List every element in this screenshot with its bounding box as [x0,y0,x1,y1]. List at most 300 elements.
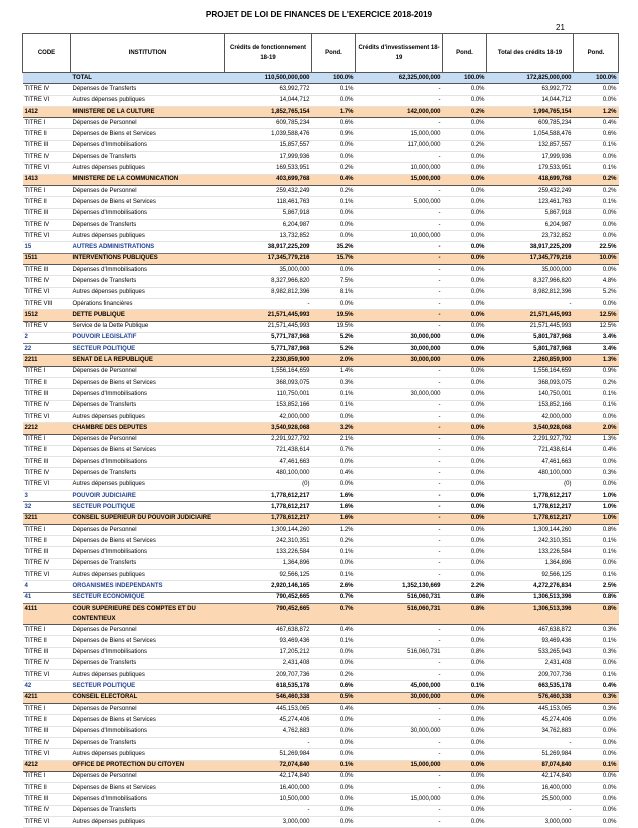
table-row [23,647,619,658]
pond-total-cell: 1.2% [574,106,619,117]
total-credits-cell: (0) [487,479,574,490]
pond-fonctionnement-cell: 100.0% [312,73,356,84]
table-row [23,457,619,468]
pond-total-cell: 22.5% [574,242,619,253]
pond-total-cell: 0.0% [574,219,619,230]
fonctionnement-cell: 3,540,928,068 [225,423,312,434]
pond-investissement-cell: 0.0% [443,636,487,647]
code-cell: TITRE II [23,715,71,726]
pond-total-cell: 0.1% [574,670,619,681]
investissement-cell: - [356,479,443,490]
fonctionnement-cell: 16,400,000 [225,783,312,794]
pond-investissement-cell: 0.0% [443,715,487,726]
pond-total-cell: 0.1% [574,547,619,558]
pond-total-cell: 0.0% [574,794,619,805]
pond-total-cell: 0.3% [574,468,619,479]
fonctionnement-cell: 10,500,000 [225,794,312,805]
pond-fonctionnement-cell: 0.0% [312,558,356,569]
institution-cell: SECTEUR POLITIQUE [71,344,225,355]
total-credits-cell: 5,801,787,968 [487,344,574,355]
pond-investissement-cell: 100.0% [443,73,487,84]
total-credits-cell: 8,982,812,396 [487,287,574,298]
program-row [23,490,619,501]
pond-investissement-cell: 2.2% [443,581,487,592]
total-credits-cell: 172,825,000,000 [487,73,574,84]
table-body [23,73,619,828]
investissement-cell: - [356,321,443,332]
fonctionnement-cell: 153,852,166 [225,400,312,411]
total-credits-cell: 1,309,144,260 [487,524,574,535]
pond-fonctionnement-cell: 0.1% [312,400,356,411]
investissement-cell: - [356,624,443,635]
investissement-cell: - [356,771,443,782]
investissement-cell: 15,000,000 [356,174,443,185]
pond-total-cell: 0.3% [574,692,619,703]
code-cell: 41 [23,592,71,603]
institution-cell: COUR SUPERIEURE DES COMPTES ET DU CONTENTIEUX [71,603,225,624]
code-cell: 1412 [23,106,71,117]
total-credits-cell: 35,000,000 [487,265,574,276]
institution-cell: Dépenses de Transferts [71,658,225,669]
investissement-cell: - [356,253,443,264]
institution-cell: Dépenses de Biens et Services [71,783,225,794]
institution-cell: Dépenses d'Immobilisations [71,389,225,400]
institution-cell: CHAMBRE DES DEPUTES [71,423,225,434]
pond-total-cell: 0.3% [574,647,619,658]
pond-investissement-cell: 0.0% [443,185,487,196]
table-row [23,817,619,828]
table-row [23,805,619,816]
code-cell: 4 [23,581,71,592]
pond-total-cell: 0.8% [574,524,619,535]
header-total-credits: Total des crédits 18-19 [487,34,574,73]
investissement-cell: 142,000,000 [356,106,443,117]
investissement-cell: - [356,468,443,479]
total-credits-cell: 87,074,840 [487,760,574,771]
fonctionnement-cell: 2,920,146,165 [225,581,312,592]
pond-investissement-cell: 0.0% [443,197,487,208]
investissement-cell: - [356,704,443,715]
pond-fonctionnement-cell: 1.4% [312,366,356,377]
program-row [23,681,619,692]
total-credits-cell: 4,272,276,834 [487,581,574,592]
pond-investissement-cell: 0.0% [443,692,487,703]
investissement-cell: - [356,457,443,468]
total-credits-cell: 445,153,065 [487,704,574,715]
code-cell: TITRE II [23,445,71,456]
total-credits-cell: 25,500,000 [487,794,574,805]
fonctionnement-cell: 51,269,984 [225,749,312,760]
fonctionnement-cell: 8,327,966,820 [225,276,312,287]
fonctionnement-cell: 4,762,883 [225,726,312,737]
table-header-row [23,34,619,73]
code-cell: 32 [23,502,71,513]
pond-investissement-cell: 0.0% [443,570,487,581]
pond-fonctionnement-cell: 19.5% [312,310,356,321]
institution-cell: Dépenses d'Immobilisations [71,457,225,468]
investissement-cell: - [356,242,443,253]
code-cell: 3211 [23,513,71,524]
investissement-cell: - [356,570,443,581]
total-credits-cell: 63,992,772 [487,84,574,95]
pond-fonctionnement-cell: 0.0% [312,658,356,669]
fonctionnement-cell: - [225,298,312,309]
code-cell: TITRE I [23,771,71,782]
pond-fonctionnement-cell: 5.2% [312,332,356,343]
code-cell: TITRE III [23,547,71,558]
fonctionnement-cell: 21,571,445,993 [225,321,312,332]
pond-investissement-cell: 0.2% [443,140,487,151]
fonctionnement-cell: 467,638,872 [225,624,312,635]
investissement-cell: - [356,558,443,569]
mission-row [23,513,619,524]
institution-cell: AUTRES ADMINISTRATIONS [71,242,225,253]
code-cell: TITRE IV [23,805,71,816]
pond-total-cell: 0.0% [574,298,619,309]
total-credits-cell: 92,566,125 [487,570,574,581]
header-pond-fonctionnement: Pond. [312,34,356,73]
investissement-cell: - [356,152,443,163]
table-row [23,558,619,569]
pond-fonctionnement-cell: 0.0% [312,265,356,276]
investissement-cell: - [356,502,443,513]
institution-cell: Dépenses de Biens et Services [71,197,225,208]
fonctionnement-cell: 110,500,000,000 [225,73,312,84]
institution-cell: Dépenses d'Immobilisations [71,726,225,737]
total-credits-cell: 1,994,765,154 [487,106,574,117]
code-cell: TITRE IV [23,152,71,163]
pond-investissement-cell: 0.0% [443,163,487,174]
code-cell: TITRE II [23,197,71,208]
total-credits-cell: - [487,737,574,748]
investissement-cell: - [356,636,443,647]
pond-fonctionnement-cell: 0.2% [312,536,356,547]
pond-total-cell: 10.0% [574,253,619,264]
fonctionnement-cell: 118,461,763 [225,197,312,208]
total-credits-cell: 23,732,852 [487,231,574,242]
pond-fonctionnement-cell: 0.9% [312,129,356,140]
table-row [23,624,619,635]
institution-cell: Dépenses d'Immobilisations [71,265,225,276]
pond-fonctionnement-cell: 0.1% [312,636,356,647]
institution-cell: Dépenses de Transferts [71,219,225,230]
table-row [23,445,619,456]
pond-fonctionnement-cell: 0.0% [312,794,356,805]
pond-total-cell: 0.1% [574,197,619,208]
program-row [23,242,619,253]
total-credits-cell: 132,857,557 [487,140,574,151]
pond-fonctionnement-cell: 0.0% [312,231,356,242]
investissement-cell: 30,000,000 [356,692,443,703]
pond-investissement-cell: 0.0% [443,400,487,411]
total-credits-cell: 42,174,840 [487,771,574,782]
code-cell: TITRE III [23,647,71,658]
institution-cell: MINISTERE DE LA CULTURE [71,106,225,117]
investissement-cell: - [356,783,443,794]
program-row [23,592,619,603]
institution-cell: Autres dépenses publiques [71,95,225,106]
pond-investissement-cell: 0.0% [443,468,487,479]
table-row [23,118,619,129]
pond-total-cell: 0.0% [574,658,619,669]
institution-cell: Dépenses de Biens et Services [71,445,225,456]
investissement-cell: 30,000,000 [356,389,443,400]
pond-investissement-cell: 0.0% [443,490,487,501]
investissement-cell: - [356,524,443,535]
fonctionnement-cell: 721,438,614 [225,445,312,456]
pond-total-cell: 0.8% [574,592,619,603]
pond-fonctionnement-cell: 0.3% [312,378,356,389]
fonctionnement-cell: 45,274,406 [225,715,312,726]
institution-cell: Dépenses d'Immobilisations [71,208,225,219]
institution-cell: DETTE PUBLIQUE [71,310,225,321]
pond-fonctionnement-cell: 1.6% [312,513,356,524]
pond-investissement-cell: 0.0% [443,783,487,794]
pond-total-cell: 0.9% [574,366,619,377]
pond-fonctionnement-cell: 0.1% [312,84,356,95]
total-credits-cell: 1,778,612,217 [487,502,574,513]
code-cell: 4212 [23,760,71,771]
pond-fonctionnement-cell: 0.0% [312,411,356,422]
investissement-cell: - [356,670,443,681]
institution-cell: Dépenses d'Immobilisations [71,647,225,658]
table-row [23,389,619,400]
investissement-cell: - [356,298,443,309]
mission-row [23,760,619,771]
code-cell: TITRE VI [23,95,71,106]
pond-investissement-cell: 0.0% [443,558,487,569]
table-row [23,411,619,422]
institution-cell: Autres dépenses publiques [71,670,225,681]
total-credits-cell: 209,707,736 [487,670,574,681]
fonctionnement-cell: (0) [225,479,312,490]
table-row [23,129,619,140]
code-cell: TITRE IV [23,276,71,287]
pond-total-cell: 0.0% [574,783,619,794]
pond-investissement-cell: 0.0% [443,805,487,816]
code-cell: TITRE IV [23,468,71,479]
header-code: CODE [23,34,71,73]
pond-fonctionnement-cell: 0.0% [312,208,356,219]
pond-total-cell: 0.4% [574,445,619,456]
pond-total-cell: 0.0% [574,771,619,782]
code-cell: 1512 [23,310,71,321]
investissement-cell: - [356,185,443,196]
institution-cell: Autres dépenses publiques [71,163,225,174]
code-cell: TITRE V [23,321,71,332]
institution-cell: Dépenses de Biens et Services [71,378,225,389]
institution-cell: Dépenses de Transferts [71,468,225,479]
table-row [23,152,619,163]
mission-row [23,106,619,117]
investissement-cell: - [356,547,443,558]
table-row [23,140,619,151]
code-cell: TITRE VI [23,231,71,242]
table-row [23,185,619,196]
investissement-cell: - [356,658,443,669]
header-investissement: Crédits d'investissement 18-19 [356,34,443,73]
investissement-cell: - [356,366,443,377]
code-cell: TITRE III [23,265,71,276]
investissement-cell: - [356,513,443,524]
header-institution: INSTITUTION [71,34,225,73]
mission-row [23,355,619,366]
institution-cell: Autres dépenses publiques [71,411,225,422]
pond-fonctionnement-cell: 2.0% [312,355,356,366]
total-credits-cell: 42,000,000 [487,411,574,422]
total-credits-cell: 38,917,225,209 [487,242,574,253]
total-credits-cell: 1,054,588,476 [487,129,574,140]
fonctionnement-cell: 17,205,212 [225,647,312,658]
total-credits-cell: 17,999,936 [487,152,574,163]
pond-investissement-cell: 0.0% [443,152,487,163]
pond-fonctionnement-cell: 7.5% [312,276,356,287]
code-cell: TITRE IV [23,737,71,748]
investissement-cell: - [356,310,443,321]
pond-fonctionnement-cell: 0.0% [312,298,356,309]
total-credits-cell: 663,535,178 [487,681,574,692]
code-cell: TITRE I [23,434,71,445]
pond-investissement-cell: 0.0% [443,536,487,547]
pond-fonctionnement-cell: 0.0% [312,457,356,468]
pond-fonctionnement-cell: 0.7% [312,603,356,624]
pond-fonctionnement-cell: 0.7% [312,445,356,456]
table-row [23,479,619,490]
pond-investissement-cell: 0.0% [443,378,487,389]
pond-fonctionnement-cell: 0.0% [312,749,356,760]
institution-cell: Dépenses de Transferts [71,152,225,163]
pond-total-cell: 1.3% [574,434,619,445]
pond-investissement-cell: 0.0% [443,726,487,737]
code-cell: TITRE IV [23,658,71,669]
fonctionnement-cell: 259,432,249 [225,185,312,196]
investissement-cell: 30,000,000 [356,332,443,343]
pond-fonctionnement-cell: 0.1% [312,389,356,400]
institution-cell: CONSEIL ELECTORAL [71,692,225,703]
total-credits-cell: 140,750,001 [487,389,574,400]
header-fonctionnement: Crédits de fonctionnement 18-19 [225,34,312,73]
table-row [23,287,619,298]
mission-row [23,423,619,434]
pond-total-cell: 1.0% [574,502,619,513]
pond-investissement-cell: 0.0% [443,389,487,400]
institution-cell: SECTEUR ECONOMIQUE [71,592,225,603]
pond-investissement-cell: 0.0% [443,434,487,445]
investissement-cell: - [356,434,443,445]
mission-row [23,603,619,624]
code-cell: TITRE II [23,783,71,794]
total-credits-cell: 2,431,408 [487,658,574,669]
institution-cell: Dépenses d'Immobilisations [71,140,225,151]
pond-total-cell: 1.0% [574,490,619,501]
institution-cell: Autres dépenses publiques [71,231,225,242]
investissement-cell: 30,000,000 [356,344,443,355]
code-cell: TITRE VI [23,570,71,581]
investissement-cell: - [356,95,443,106]
pond-investissement-cell: 0.0% [443,276,487,287]
institution-cell: Dépenses de Personnel [71,118,225,129]
pond-total-cell: 0.1% [574,760,619,771]
fonctionnement-cell: - [225,805,312,816]
code-cell: 15 [23,242,71,253]
pond-investissement-cell: 0.0% [443,760,487,771]
code-cell: TITRE I [23,624,71,635]
pond-total-cell: 0.0% [574,208,619,219]
code-cell: 3 [23,490,71,501]
total-credits-cell: 1,556,164,659 [487,366,574,377]
fonctionnement-cell: 5,771,787,968 [225,344,312,355]
fonctionnement-cell: 42,174,840 [225,771,312,782]
investissement-cell: - [356,84,443,95]
code-cell: TITRE VI [23,749,71,760]
table-row [23,715,619,726]
fonctionnement-cell: 618,535,178 [225,681,312,692]
pond-fonctionnement-cell: 15.7% [312,253,356,264]
pond-total-cell: 0.0% [574,84,619,95]
total-credits-cell: 16,400,000 [487,783,574,794]
pond-total-cell: 0.0% [574,457,619,468]
pond-fonctionnement-cell: 0.6% [312,681,356,692]
pond-investissement-cell: 0.0% [443,208,487,219]
pond-total-cell: 2.0% [574,423,619,434]
pond-investissement-cell: 0.0% [443,253,487,264]
pond-fonctionnement-cell: 0.4% [312,704,356,715]
table-row [23,670,619,681]
pond-fonctionnement-cell: 0.0% [312,737,356,748]
institution-cell: SECTEUR POLITIQUE [71,681,225,692]
pond-total-cell: 0.0% [574,726,619,737]
pond-total-cell: 0.0% [574,231,619,242]
total-credits-cell: 1,778,612,217 [487,513,574,524]
pond-total-cell: 0.2% [574,378,619,389]
investissement-cell: 15,000,000 [356,760,443,771]
total-row [23,73,619,84]
investissement-cell: 1,352,130,669 [356,581,443,592]
page-number: 21 [556,23,565,32]
pond-fonctionnement-cell: 3.2% [312,423,356,434]
table-row [23,163,619,174]
mission-row [23,310,619,321]
investissement-cell: - [356,378,443,389]
total-credits-cell: 14,044,712 [487,95,574,106]
code-cell: TITRE I [23,118,71,129]
pond-fonctionnement-cell: 1.2% [312,524,356,535]
total-credits-cell: 1,306,513,396 [487,603,574,624]
investissement-cell: - [356,445,443,456]
total-credits-cell: 8,327,966,820 [487,276,574,287]
table-row [23,737,619,748]
code-cell: TITRE II [23,636,71,647]
table-row [23,298,619,309]
pond-investissement-cell: 0.0% [443,658,487,669]
pond-total-cell: 0.6% [574,129,619,140]
mission-row [23,692,619,703]
pond-investissement-cell: 0.0% [443,547,487,558]
pond-fonctionnement-cell: 0.0% [312,95,356,106]
code-cell: TITRE II [23,378,71,389]
institution-cell: OFFICE DE PROTECTION DU CITOYEN [71,760,225,771]
investissement-cell: - [356,536,443,547]
investissement-cell: 30,000,000 [356,355,443,366]
table-row [23,276,619,287]
fonctionnement-cell: 13,732,852 [225,231,312,242]
total-credits-cell: 51,269,984 [487,749,574,760]
fonctionnement-cell: 6,204,987 [225,219,312,230]
institution-cell: Dépenses de Biens et Services [71,636,225,647]
code-cell: TITRE VIII [23,298,71,309]
fonctionnement-cell: 47,461,663 [225,457,312,468]
institution-cell: Dépenses de Biens et Services [71,129,225,140]
